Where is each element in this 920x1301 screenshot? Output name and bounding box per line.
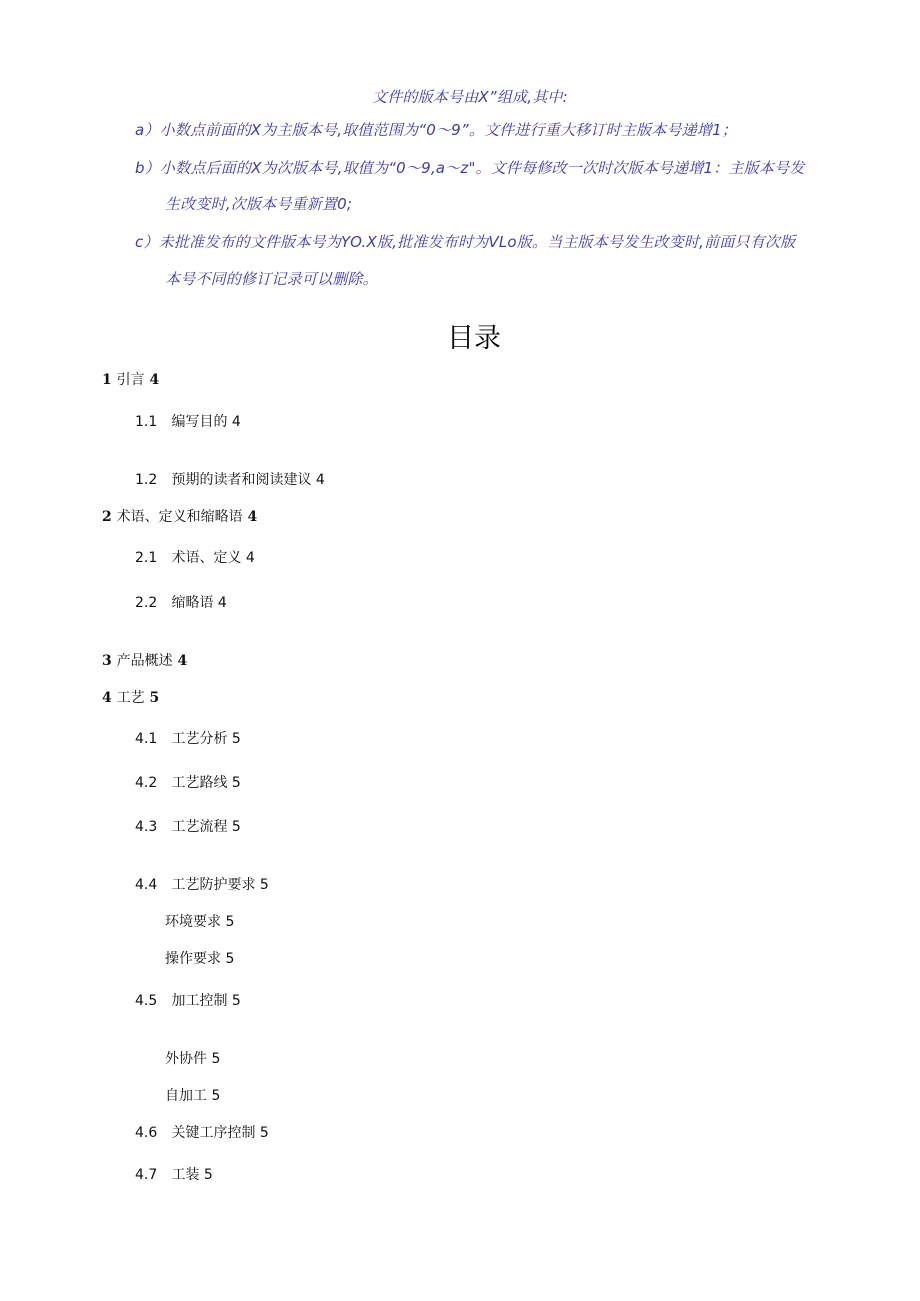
- version-note-item-c-line2: 本号不同的修订记录可以删除。: [165, 270, 378, 288]
- toc-entry-4-5[interactable]: [135, 990, 241, 1010]
- toc-entry-number: 4.7: [135, 1167, 158, 1183]
- toc-entry-page: 5: [231, 775, 241, 791]
- toc-entry-page: 5: [259, 877, 269, 893]
- toc-entry-number: 4.3: [135, 819, 158, 835]
- toc-entry-number: 2.2: [135, 595, 158, 611]
- toc-entry-page: 4: [247, 509, 258, 525]
- version-note-intro: 文件的版本号由X”组成,其中:: [372, 88, 568, 106]
- version-note-item-b-line2: 生改变时,次版本号重新置0;: [165, 195, 353, 213]
- toc-entry-page: 4: [217, 595, 227, 611]
- toc-title: 目录: [447, 323, 501, 354]
- toc-entry-text: 产品概述: [116, 653, 173, 669]
- toc-entry-number: 2.1: [135, 550, 158, 566]
- toc-entry-text: 工艺防护要求: [171, 877, 256, 893]
- toc-entry-text: 引言: [116, 372, 145, 388]
- toc-entry-1-2[interactable]: [135, 469, 325, 489]
- toc-entry-text: 操作要求: [165, 951, 221, 967]
- toc-entry-page: 5: [211, 1051, 221, 1067]
- toc-entry-4-4-2[interactable]: [165, 948, 234, 968]
- toc-entry-page: 5: [225, 951, 235, 967]
- toc-entry-text: 预期的读者和阅读建议: [171, 472, 312, 488]
- toc-entry-4-1[interactable]: [135, 728, 241, 748]
- toc-entry-4[interactable]: [102, 687, 159, 707]
- toc-entry-page: 5: [231, 819, 241, 835]
- toc-entry-text: 术语、定义和缩略语: [116, 509, 243, 525]
- toc-entry-number: 4.2: [135, 775, 158, 791]
- toc-entry-text: 加工控制: [171, 993, 228, 1009]
- toc-entry-number: 4.5: [135, 993, 158, 1009]
- toc-entry-page: 5: [211, 1088, 221, 1104]
- toc-entry-4-7[interactable]: [135, 1164, 213, 1184]
- toc-entry-number: 4.4: [135, 877, 158, 893]
- toc-entry-page: 5: [259, 1125, 269, 1141]
- toc-entry-text: 工艺分析: [171, 731, 228, 747]
- toc-entry-text: 术语、定义: [171, 550, 242, 566]
- toc-entry-4-4[interactable]: [135, 874, 269, 894]
- toc-entry-number: 1: [102, 372, 112, 388]
- toc-entry-4-3[interactable]: [135, 816, 241, 836]
- toc-entry-text: 工装: [171, 1167, 200, 1183]
- toc-entry-number: 4: [102, 690, 112, 706]
- toc-entry-text: 自加工: [165, 1088, 207, 1104]
- toc-entry-2[interactable]: [102, 506, 257, 526]
- toc-entry-4-2[interactable]: [135, 772, 241, 792]
- toc-entry-number: 4.6: [135, 1125, 158, 1141]
- toc-entry-3[interactable]: [102, 650, 187, 670]
- toc-entry-text: 外协件: [165, 1051, 207, 1067]
- toc-entry-page: 5: [225, 914, 235, 930]
- toc-entry-text: 环境要求: [165, 914, 221, 930]
- version-note-item-c-line1: c）未批准发布的文件版本号为YO.X版,批准发布时为VLo版。当主版本号发生改变时,前面只有次版: [135, 233, 796, 251]
- toc-entry-number: 3: [102, 653, 112, 669]
- toc-entry-4-6[interactable]: [135, 1122, 269, 1142]
- toc-entry-number: 2: [102, 509, 112, 525]
- toc-entry-4-5-2[interactable]: [165, 1085, 220, 1105]
- toc-entry-page: 4: [177, 653, 188, 669]
- toc-entry-page: 4: [149, 372, 160, 388]
- toc-entry-2-1[interactable]: [135, 547, 255, 567]
- toc-entry-number: 1.2: [135, 472, 158, 488]
- toc-entry-1[interactable]: [102, 369, 159, 389]
- toc-entry-text: 工艺路线: [171, 775, 228, 791]
- toc-entry-page: 4: [315, 472, 325, 488]
- toc-entry-4-5-1[interactable]: [165, 1048, 220, 1068]
- toc-entry-4-4-1[interactable]: [165, 911, 234, 931]
- toc-entry-text: 编写目的: [171, 414, 228, 430]
- toc-entry-number: 1.1: [135, 414, 158, 430]
- toc-entry-text: 关键工序控制: [171, 1125, 256, 1141]
- toc-entry-text: 缩略语: [171, 595, 214, 611]
- toc-entry-page: 4: [231, 414, 241, 430]
- toc-entry-2-2[interactable]: [135, 592, 227, 612]
- toc-entry-text: 工艺流程: [171, 819, 228, 835]
- toc-entry-number: 4.1: [135, 731, 158, 747]
- toc-entry-page: 5: [231, 993, 241, 1009]
- toc-entry-page: 5: [149, 690, 160, 706]
- version-note-item-b-line1: b）小数点后面的X为次版本号,取值为“0～9,a～z"。文件每修改一次时次版本号递增1：主版本号发: [135, 159, 805, 177]
- toc-entry-page: 5: [231, 731, 241, 747]
- version-note-item-a: a）小数点前面的X为主版本号,取值范围为“0～9”。文件进行重大移订时主版本号递增1；: [135, 121, 738, 139]
- toc-entry-page: 5: [203, 1167, 213, 1183]
- toc-entry-text: 工艺: [116, 690, 145, 706]
- toc-entry-1-1[interactable]: [135, 411, 241, 431]
- toc-entry-page: 4: [245, 550, 255, 566]
